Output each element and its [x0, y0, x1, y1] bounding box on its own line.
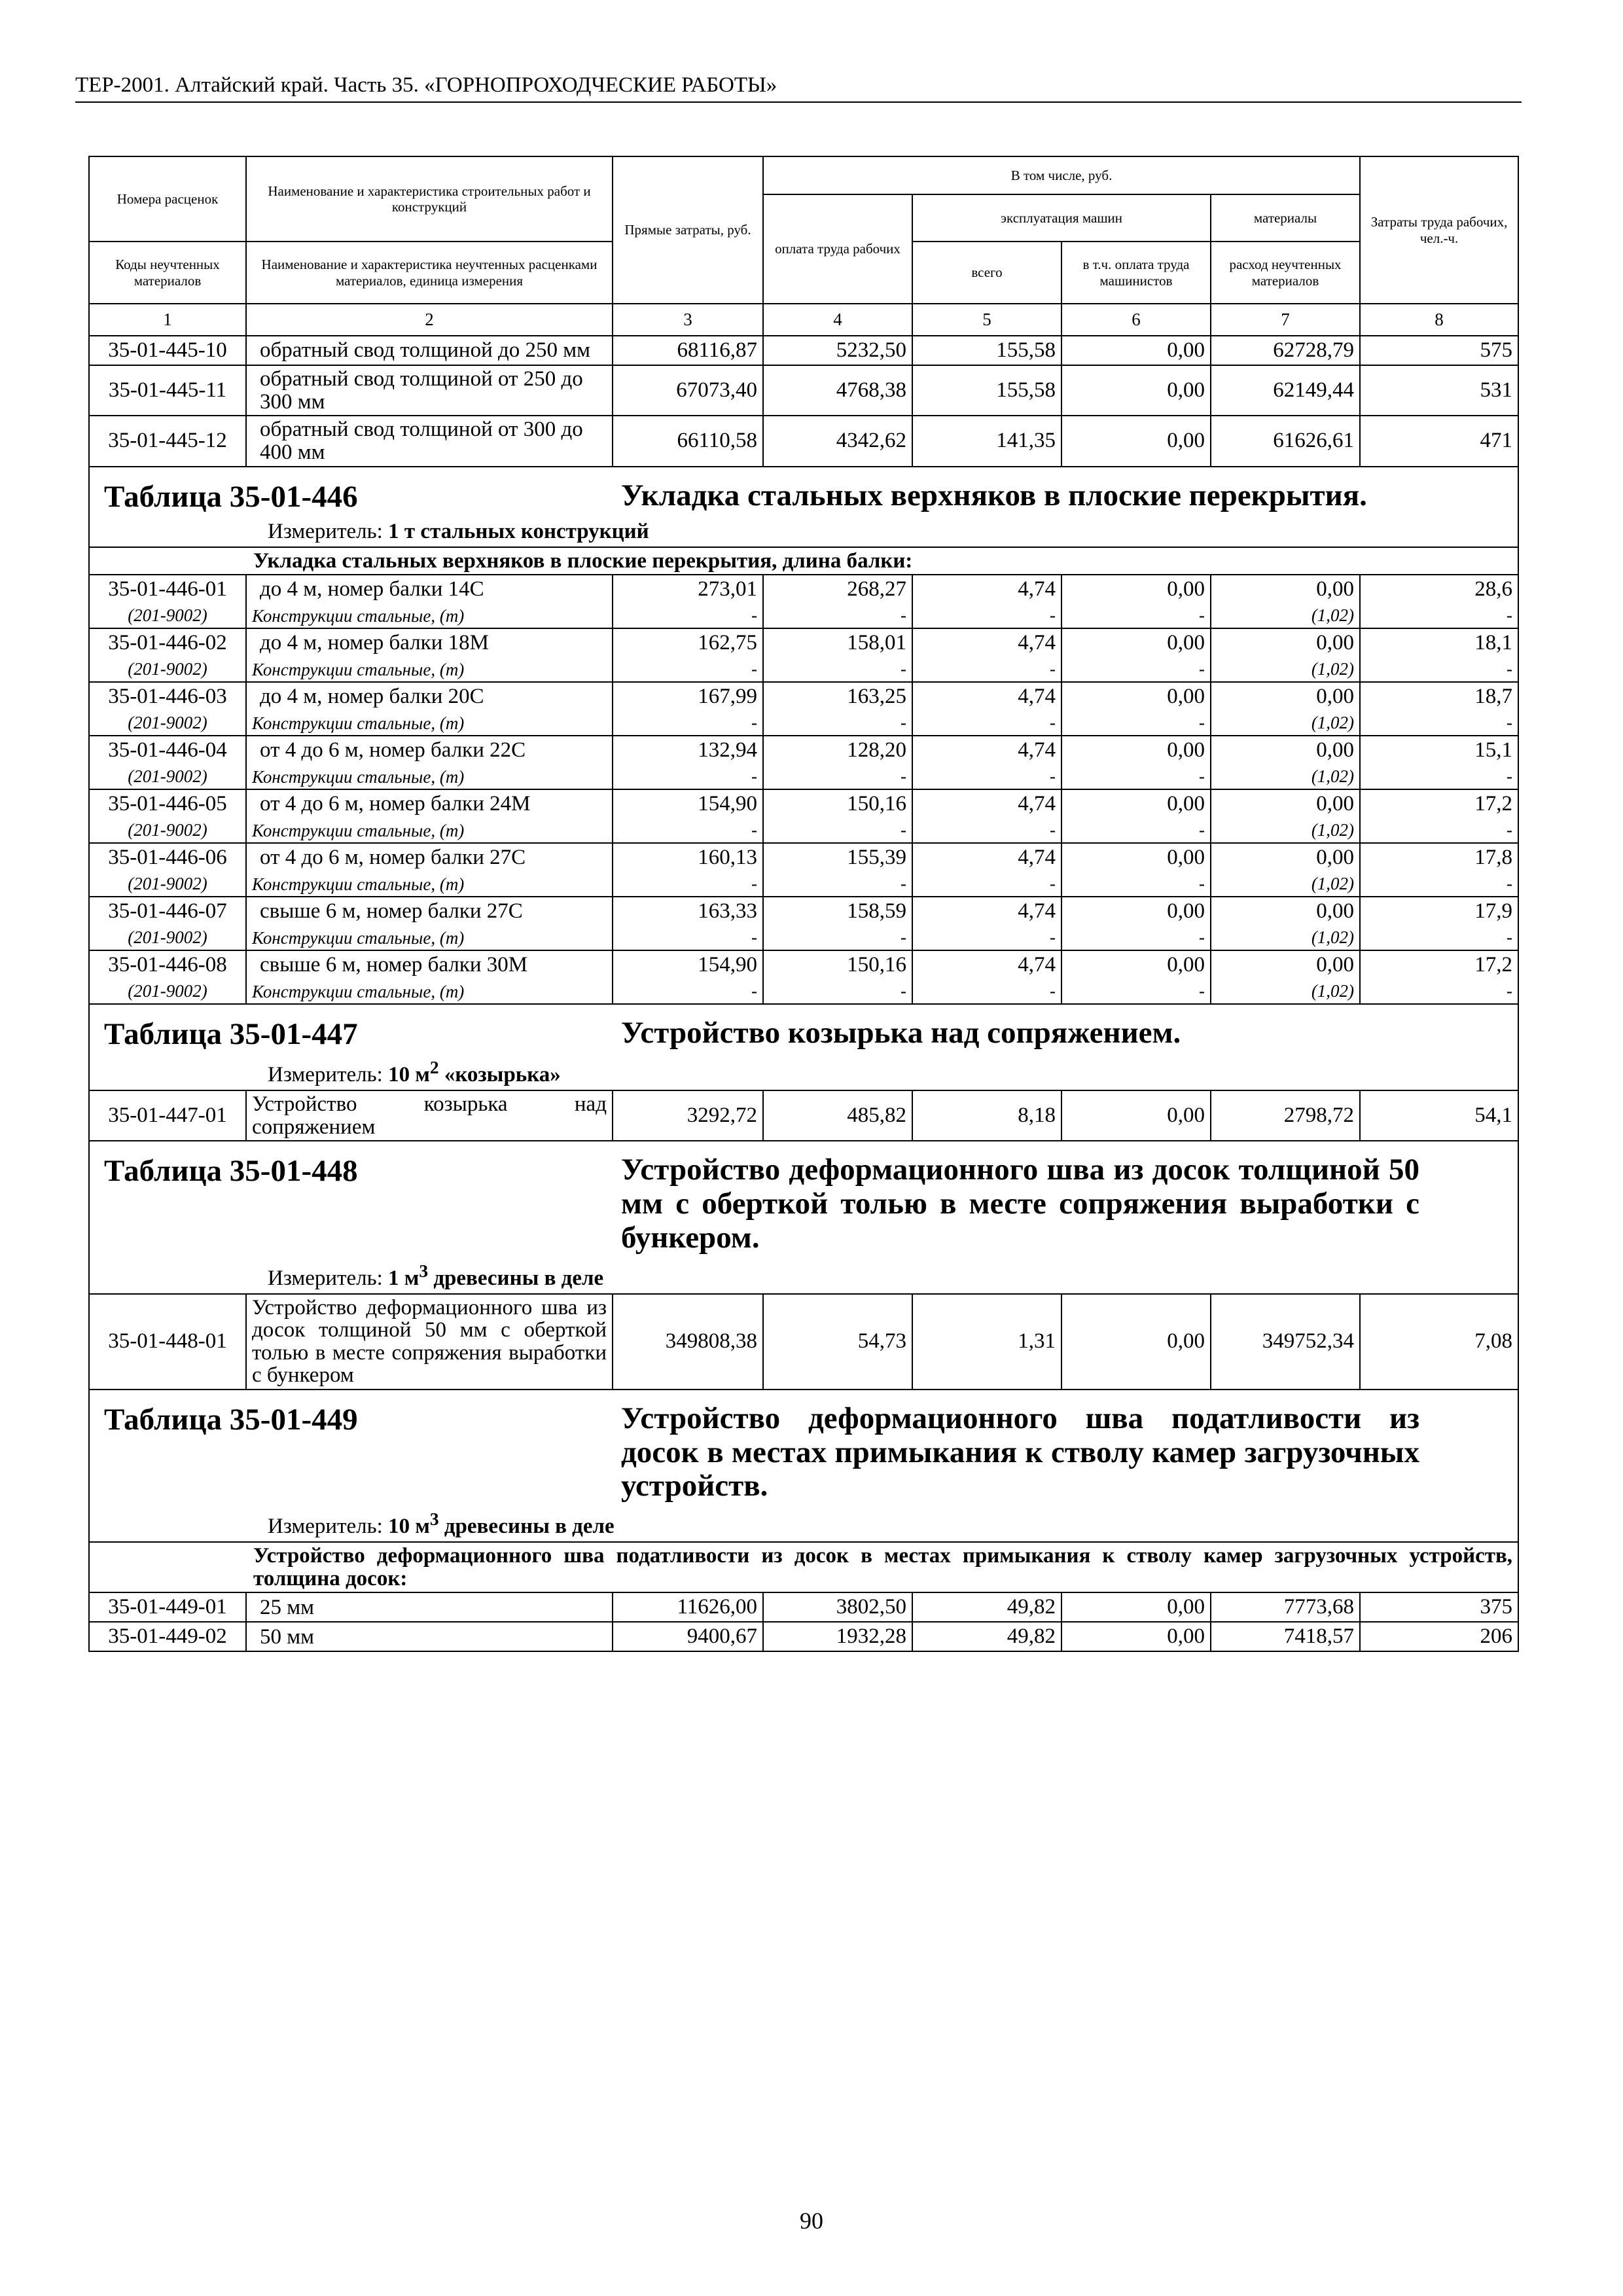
- table-445-rows: [89, 336, 1518, 467]
- operators-pay: 0,00: [1061, 416, 1211, 466]
- machines-total: 4,74: [912, 789, 1061, 818]
- material-direct-costs: -: [613, 818, 763, 843]
- material-operators-pay: -: [1061, 818, 1211, 843]
- material-labor-hours: -: [1360, 925, 1518, 950]
- unit-value: 10 м: [388, 1515, 430, 1539]
- materials: 7773,68: [1211, 1592, 1360, 1622]
- materials: 62149,44: [1211, 365, 1360, 416]
- workers-pay: 150,16: [763, 789, 912, 818]
- material-workers-pay: -: [763, 657, 912, 682]
- materials: 7418,57: [1211, 1622, 1360, 1651]
- labor-hours: 28,6: [1360, 575, 1518, 603]
- table-449-subheading: Устройство деформационного шва податливости из досок в местах примыкания к стволу камер загрузочных устройств, толщина досок:: [89, 1542, 1518, 1592]
- material-row: [89, 979, 1518, 1004]
- material-materials: (1,02): [1211, 711, 1360, 736]
- materials: 2798,72: [1211, 1090, 1360, 1141]
- table-row: [89, 736, 1518, 764]
- header-machines-total: всего: [912, 242, 1061, 304]
- material-operators-pay: -: [1061, 979, 1211, 1004]
- rate-code: 35-01-446-04: [89, 736, 246, 764]
- rate-code: 35-01-446-07: [89, 897, 246, 925]
- header-machines: эксплуатация машин: [912, 194, 1211, 242]
- workers-pay: 485,82: [763, 1090, 912, 1141]
- unit-label: Измеритель:: [268, 519, 383, 543]
- operators-pay: 0,00: [1061, 336, 1211, 365]
- rate-code: 35-01-449-01: [89, 1592, 246, 1622]
- materials: 0,00: [1211, 789, 1360, 818]
- machines-total: 4,74: [912, 682, 1061, 711]
- labor-hours: 15,1: [1360, 736, 1518, 764]
- machines-total: 49,82: [912, 1592, 1061, 1622]
- direct-costs: 154,90: [613, 950, 763, 979]
- material-name: Конструкции стальные, (т): [246, 925, 613, 950]
- table-row: [89, 628, 1518, 657]
- material-direct-costs: -: [613, 764, 763, 789]
- rate-name: 50 мм: [246, 1622, 613, 1651]
- material-labor-hours: -: [1360, 711, 1518, 736]
- labor-hours: 575: [1360, 336, 1518, 365]
- direct-costs: 3292,72: [613, 1090, 763, 1141]
- operators-pay: 0,00: [1061, 1592, 1211, 1622]
- direct-costs: 68116,87: [613, 336, 763, 365]
- material-name: Конструкции стальные, (т): [246, 764, 613, 789]
- material-code: (201-9002): [89, 818, 246, 843]
- unit-exponent: 3: [419, 1260, 429, 1281]
- rate-code: 35-01-448-01: [89, 1294, 246, 1390]
- rate-name: обратный свод толщиной от 250 до 300 мм: [246, 365, 613, 416]
- table-row: [89, 1592, 1518, 1622]
- material-workers-pay: -: [763, 872, 912, 897]
- workers-pay: 163,25: [763, 682, 912, 711]
- table-number: Таблица 35-01-449: [104, 1403, 358, 1437]
- header-materials: материалы: [1211, 194, 1360, 242]
- table-row: [89, 789, 1518, 818]
- rate-name: 25 мм: [246, 1592, 613, 1622]
- labor-hours: 375: [1360, 1592, 1518, 1622]
- operators-pay: 0,00: [1061, 736, 1211, 764]
- machines-total: 155,58: [912, 365, 1061, 416]
- col-num: 8: [1360, 304, 1518, 336]
- table-number: Таблица 35-01-448: [104, 1154, 358, 1189]
- rate-code: 35-01-446-08: [89, 950, 246, 979]
- rate-code: 35-01-445-12: [89, 416, 246, 466]
- machines-total: 4,74: [912, 575, 1061, 603]
- material-operators-pay: -: [1061, 764, 1211, 789]
- material-workers-pay: -: [763, 764, 912, 789]
- material-machines-total: -: [912, 657, 1061, 682]
- direct-costs: 349808,38: [613, 1294, 763, 1390]
- labor-hours: 18,7: [1360, 682, 1518, 711]
- workers-pay: 4768,38: [763, 365, 912, 416]
- header-material-names: Наименование и характеристика неучтенных расценками материалов, единица измерения: [246, 242, 613, 304]
- material-labor-hours: -: [1360, 603, 1518, 628]
- material-code: (201-9002): [89, 603, 246, 628]
- material-materials: (1,02): [1211, 657, 1360, 682]
- material-row: [89, 603, 1518, 628]
- material-code: (201-9002): [89, 764, 246, 789]
- labor-hours: 471: [1360, 416, 1518, 466]
- labor-hours: 206: [1360, 1622, 1518, 1651]
- rate-code: 35-01-446-01: [89, 575, 246, 603]
- rate-code: 35-01-446-03: [89, 682, 246, 711]
- workers-pay: 1932,28: [763, 1622, 912, 1651]
- material-labor-hours: -: [1360, 872, 1518, 897]
- rates-table: [88, 156, 1519, 1652]
- rate-name: до 4 м, номер балки 18М: [246, 628, 613, 657]
- table-row: [89, 1622, 1518, 1651]
- material-name: Конструкции стальные, (т): [246, 818, 613, 843]
- material-name: Конструкции стальные, (т): [246, 872, 613, 897]
- rate-name: обратный свод толщиной от 300 до 400 мм: [246, 416, 613, 466]
- operators-pay: 0,00: [1061, 897, 1211, 925]
- unit-exponent: 2: [429, 1057, 439, 1078]
- material-materials: (1,02): [1211, 872, 1360, 897]
- workers-pay: 4342,62: [763, 416, 912, 466]
- unit-value: 10 м: [388, 1063, 430, 1087]
- unit-suffix: древесины в деле: [428, 1266, 604, 1290]
- rate-code: 35-01-449-02: [89, 1622, 246, 1651]
- table-449-rows: [89, 1592, 1518, 1651]
- unit-value: 1 м: [388, 1266, 419, 1290]
- rate-name: Устройство козырька над сопряжением: [246, 1090, 613, 1141]
- materials: 0,00: [1211, 575, 1360, 603]
- table-title: Устройство деформационного шва из досок толщиной 50 мм с оберткой толью в месте сопряжения выработки с бункером.: [621, 1153, 1419, 1255]
- header-direct-costs: Прямые затраты, руб.: [613, 156, 763, 304]
- material-machines-total: -: [912, 872, 1061, 897]
- rate-name: до 4 м, номер балки 14С: [246, 575, 613, 603]
- direct-costs: 11626,00: [613, 1592, 763, 1622]
- material-materials: (1,02): [1211, 603, 1360, 628]
- rate-name: до 4 м, номер балки 20С: [246, 682, 613, 711]
- material-row: [89, 711, 1518, 736]
- workers-pay: 3802,50: [763, 1592, 912, 1622]
- table-row: [89, 1294, 1518, 1390]
- table-447: [89, 1004, 1518, 1141]
- table-unit: [268, 1261, 1511, 1291]
- operators-pay: 0,00: [1061, 682, 1211, 711]
- material-materials: (1,02): [1211, 925, 1360, 950]
- materials: 0,00: [1211, 897, 1360, 925]
- unit-label: Измеритель:: [268, 1063, 383, 1087]
- direct-costs: 132,94: [613, 736, 763, 764]
- page-number: 90: [800, 2208, 823, 2234]
- material-workers-pay: -: [763, 603, 912, 628]
- material-direct-costs: -: [613, 657, 763, 682]
- table-row: [89, 950, 1518, 979]
- material-workers-pay: -: [763, 925, 912, 950]
- material-workers-pay: -: [763, 979, 912, 1004]
- header-material-consumption: расход неучтенных материалов: [1211, 242, 1360, 304]
- labor-hours: 17,8: [1360, 843, 1518, 872]
- labor-hours: 17,2: [1360, 789, 1518, 818]
- workers-pay: 155,39: [763, 843, 912, 872]
- table-449: [89, 1390, 1518, 1592]
- operators-pay: 0,00: [1061, 1622, 1211, 1651]
- header-labor-hours: Затраты труда рабочих, чел.-ч.: [1360, 156, 1518, 304]
- direct-costs: 160,13: [613, 843, 763, 872]
- material-workers-pay: -: [763, 818, 912, 843]
- materials: 0,00: [1211, 628, 1360, 657]
- operators-pay: 0,00: [1061, 575, 1211, 603]
- workers-pay: 158,01: [763, 628, 912, 657]
- col-num: 6: [1061, 304, 1211, 336]
- machines-total: 4,74: [912, 843, 1061, 872]
- col-num: 5: [912, 304, 1061, 336]
- operators-pay: 0,00: [1061, 950, 1211, 979]
- table-unit: [268, 1509, 1511, 1539]
- operators-pay: 0,00: [1061, 365, 1211, 416]
- header-work-name: Наименование и характеристика строительных работ и конструкций: [246, 156, 613, 242]
- table-446: [89, 467, 1518, 575]
- operators-pay: 0,00: [1061, 628, 1211, 657]
- unit-suffix: «козырька»: [438, 1063, 561, 1087]
- table-448: [89, 1141, 1518, 1390]
- rate-code: 35-01-446-05: [89, 789, 246, 818]
- material-code: (201-9002): [89, 979, 246, 1004]
- material-machines-total: -: [912, 711, 1061, 736]
- direct-costs: 154,90: [613, 789, 763, 818]
- table-448-heading: [89, 1141, 1518, 1293]
- material-machines-total: -: [912, 764, 1061, 789]
- rate-name: от 4 до 6 м, номер балки 24М: [246, 789, 613, 818]
- material-materials: (1,02): [1211, 818, 1360, 843]
- header-workers-pay: оплата труда рабочих: [763, 194, 912, 304]
- operators-pay: 0,00: [1061, 843, 1211, 872]
- material-row: [89, 657, 1518, 682]
- material-machines-total: -: [912, 818, 1061, 843]
- direct-costs: 66110,58: [613, 416, 763, 466]
- workers-pay: 128,20: [763, 736, 912, 764]
- material-code: (201-9002): [89, 711, 246, 736]
- material-labor-hours: -: [1360, 764, 1518, 789]
- material-row: [89, 925, 1518, 950]
- direct-costs: 163,33: [613, 897, 763, 925]
- material-labor-hours: -: [1360, 979, 1518, 1004]
- table-number: Таблица 35-01-447: [104, 1017, 358, 1052]
- table-title: Устройство деформационного шва податливости из досок в местах примыкания к стволу камер загрузочных устройств.: [621, 1401, 1419, 1503]
- machines-total: 1,31: [912, 1294, 1061, 1390]
- material-operators-pay: -: [1061, 872, 1211, 897]
- operators-pay: 0,00: [1061, 1090, 1211, 1141]
- labor-hours: 7,08: [1360, 1294, 1518, 1390]
- material-row: [89, 872, 1518, 897]
- rate-name: от 4 до 6 м, номер балки 22С: [246, 736, 613, 764]
- table-446-heading: [89, 467, 1518, 547]
- workers-pay: 150,16: [763, 950, 912, 979]
- table-row: [89, 365, 1518, 416]
- direct-costs: 273,01: [613, 575, 763, 603]
- rate-name: свыше 6 м, номер балки 30М: [246, 950, 613, 979]
- column-numbers: [89, 304, 1518, 336]
- header-rate-numbers: Номера расценок: [89, 156, 246, 242]
- header-operators-pay: в т.ч. оплата труда машинистов: [1061, 242, 1211, 304]
- materials: 61626,61: [1211, 416, 1360, 466]
- table-row: [89, 575, 1518, 603]
- operators-pay: 0,00: [1061, 789, 1211, 818]
- workers-pay: 54,73: [763, 1294, 912, 1390]
- rate-name: обратный свод толщиной до 250 мм: [246, 336, 613, 365]
- col-num: 4: [763, 304, 912, 336]
- machines-total: 141,35: [912, 416, 1061, 466]
- labor-hours: 531: [1360, 365, 1518, 416]
- machines-total: 4,74: [912, 897, 1061, 925]
- table-unit: [268, 520, 1511, 544]
- direct-costs: 9400,67: [613, 1622, 763, 1651]
- material-operators-pay: -: [1061, 657, 1211, 682]
- rate-code: 35-01-445-10: [89, 336, 246, 365]
- table-row: [89, 897, 1518, 925]
- material-code: (201-9002): [89, 925, 246, 950]
- col-num: 2: [246, 304, 613, 336]
- table-447-heading: [89, 1004, 1518, 1090]
- direct-costs: 162,75: [613, 628, 763, 657]
- header-including: В том числе, руб.: [763, 156, 1360, 194]
- material-labor-hours: -: [1360, 818, 1518, 843]
- material-name: Конструкции стальные, (т): [246, 711, 613, 736]
- material-materials: (1,02): [1211, 764, 1360, 789]
- workers-pay: 268,27: [763, 575, 912, 603]
- material-direct-costs: -: [613, 711, 763, 736]
- labor-hours: 18,1: [1360, 628, 1518, 657]
- workers-pay: 158,59: [763, 897, 912, 925]
- unit-suffix: древесины в деле: [438, 1515, 615, 1539]
- table-unit: [268, 1057, 1511, 1087]
- operators-pay: 0,00: [1061, 1294, 1211, 1390]
- materials: 0,00: [1211, 736, 1360, 764]
- table-row: [89, 1090, 1518, 1141]
- material-machines-total: -: [912, 603, 1061, 628]
- material-workers-pay: -: [763, 711, 912, 736]
- running-head: ТЕР-2001. Алтайский край. Часть 35. «ГОРНОПРОХОДЧЕСКИЕ РАБОТЫ»: [75, 73, 1522, 103]
- material-operators-pay: -: [1061, 603, 1211, 628]
- rate-name: от 4 до 6 м, номер балки 27С: [246, 843, 613, 872]
- material-direct-costs: -: [613, 603, 763, 628]
- table-title: Устройство козырька над сопряжением.: [621, 1016, 1181, 1050]
- unit-value: 1 т стальных конструкций: [388, 519, 649, 543]
- rate-code: 35-01-445-11: [89, 365, 246, 416]
- material-name: Конструкции стальные, (т): [246, 979, 613, 1004]
- rate-code: 35-01-446-02: [89, 628, 246, 657]
- materials: 0,00: [1211, 950, 1360, 979]
- labor-hours: 17,9: [1360, 897, 1518, 925]
- direct-costs: 67073,40: [613, 365, 763, 416]
- col-num: 3: [613, 304, 763, 336]
- workers-pay: 5232,50: [763, 336, 912, 365]
- machines-total: 49,82: [912, 1622, 1061, 1651]
- material-row: [89, 818, 1518, 843]
- table-number: Таблица 35-01-446: [104, 479, 358, 514]
- material-direct-costs: -: [613, 925, 763, 950]
- table-row: [89, 682, 1518, 711]
- material-materials: (1,02): [1211, 979, 1360, 1004]
- table-header: [89, 156, 1518, 336]
- material-direct-costs: -: [613, 979, 763, 1004]
- table-title: Укладка стальных верхняков в плоские перекрытия.: [621, 478, 1367, 512]
- material-labor-hours: -: [1360, 657, 1518, 682]
- table-449-heading: [89, 1390, 1518, 1542]
- table-446-subheading: Укладка стальных верхняков в плоские перекрытия, длина балки:: [89, 547, 1518, 575]
- unit-exponent: 3: [429, 1509, 439, 1530]
- col-num: 1: [89, 304, 246, 336]
- col-num: 7: [1211, 304, 1360, 336]
- machines-total: 4,74: [912, 736, 1061, 764]
- machines-total: 155,58: [912, 336, 1061, 365]
- materials: 0,00: [1211, 682, 1360, 711]
- table-row: [89, 843, 1518, 872]
- labor-hours: 17,2: [1360, 950, 1518, 979]
- material-operators-pay: -: [1061, 711, 1211, 736]
- material-operators-pay: -: [1061, 925, 1211, 950]
- material-machines-total: -: [912, 925, 1061, 950]
- material-name: Конструкции стальные, (т): [246, 657, 613, 682]
- rate-name: Устройство деформационного шва из досок толщиной 50 мм с оберткой толью в месте сопряжения выработки с бункером: [246, 1294, 613, 1390]
- material-code: (201-9002): [89, 872, 246, 897]
- table-row: [89, 336, 1518, 365]
- machines-total: 4,74: [912, 950, 1061, 979]
- table-446-rows: [89, 575, 1518, 1004]
- materials: 349752,34: [1211, 1294, 1360, 1390]
- material-direct-costs: -: [613, 872, 763, 897]
- material-machines-total: -: [912, 979, 1061, 1004]
- materials: 62728,79: [1211, 336, 1360, 365]
- labor-hours: 54,1: [1360, 1090, 1518, 1141]
- rate-code: 35-01-447-01: [89, 1090, 246, 1141]
- material-code: (201-9002): [89, 657, 246, 682]
- direct-costs: 167,99: [613, 682, 763, 711]
- machines-total: 8,18: [912, 1090, 1061, 1141]
- rate-name: свыше 6 м, номер балки 27С: [246, 897, 613, 925]
- header-material-codes: Коды неучтенных материалов: [89, 242, 246, 304]
- table-row: [89, 416, 1518, 466]
- unit-label: Измеритель:: [268, 1266, 383, 1290]
- material-row: [89, 764, 1518, 789]
- unit-label: Измеритель:: [268, 1515, 383, 1539]
- machines-total: 4,74: [912, 628, 1061, 657]
- material-name: Конструкции стальные, (т): [246, 603, 613, 628]
- materials: 0,00: [1211, 843, 1360, 872]
- rate-code: 35-01-446-06: [89, 843, 246, 872]
